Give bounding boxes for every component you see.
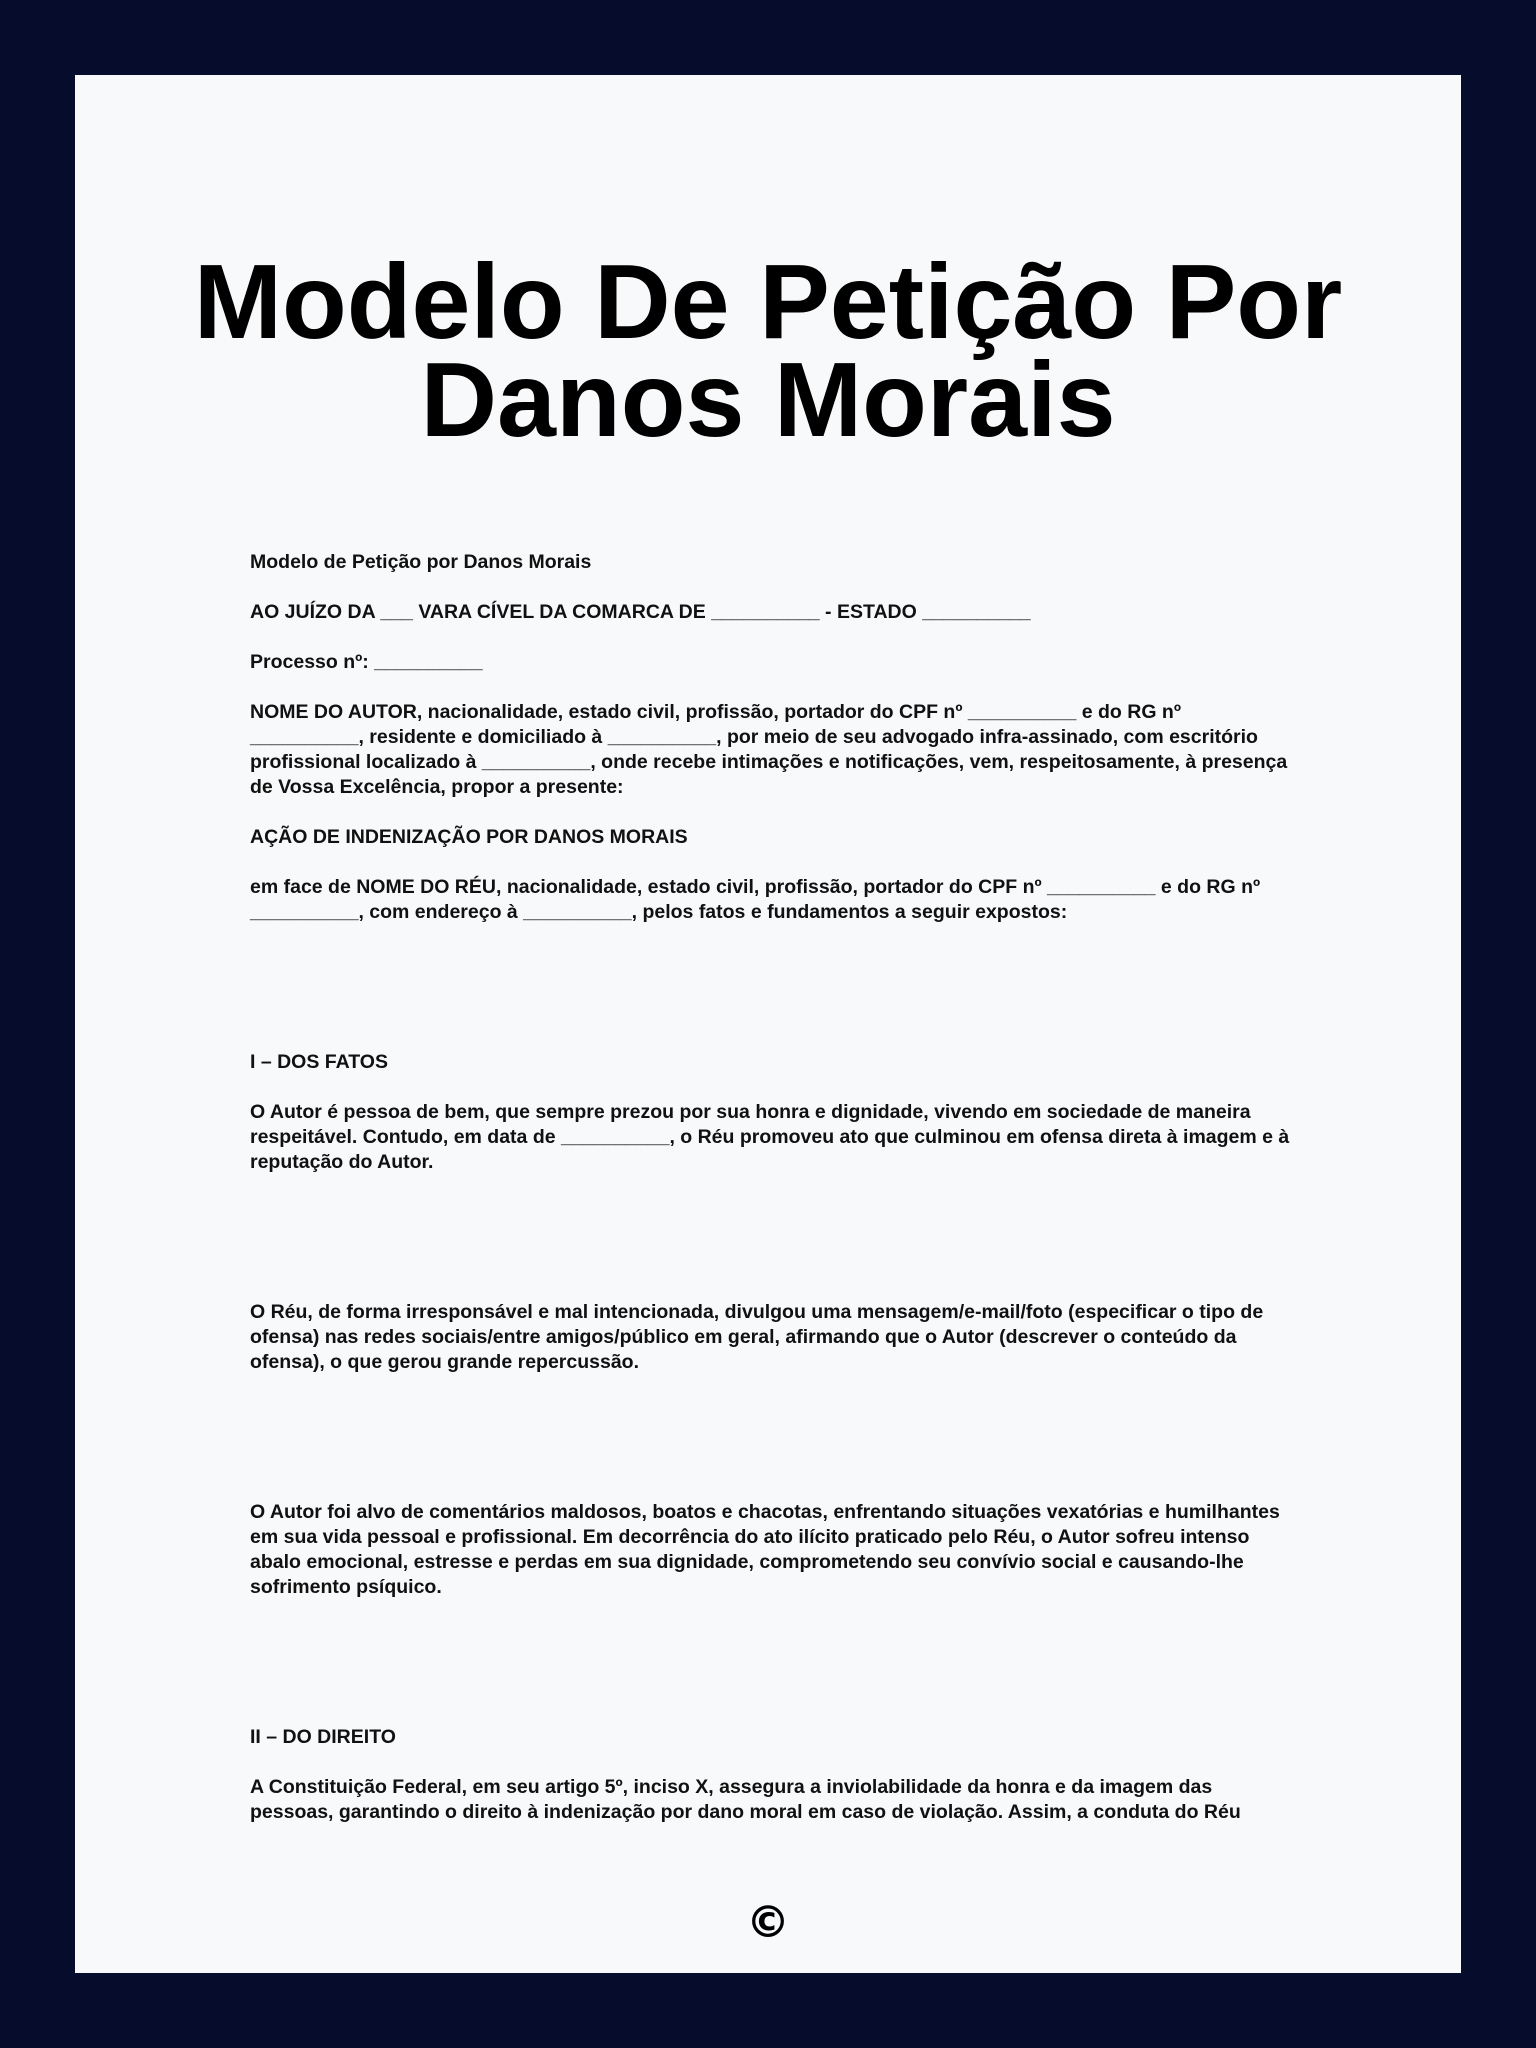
law-paragraph-1: A Constituição Federal, em seu artigo 5º, inciso X, assegura a inviolabilidade da honra e da imagem das pessoas, garantindo o direito à indenização por dano moral em caso de violação. Assim, a conduta do Réu [250,1776,1241,1823]
doc-heading: Modelo de Petição por Danos Morais [250,551,592,573]
process-number: Processo nº: __________ [250,651,483,673]
section-facts-heading: I – DOS FATOS [250,1051,388,1073]
title-line-1: Modelo De Petição Por [193,243,1343,361]
title-line-2: Danos Morais [420,341,1116,459]
court-address: AO JUÍZO DA ___ VARA CÍVEL DA COMARCA DE __________ - ESTADO __________ [250,601,1031,623]
section-law-heading: II – DO DIREITO [250,1726,396,1748]
facts-paragraph-2: O Réu, de forma irresponsável e mal intencionada, divulgou uma mensagem/e-mail/foto (especificar o tipo de ofensa) nas redes sociais/entre amigos/público em geral, afirmando que o Autor (descrever o conteúdo da ofensa), o que gerou grande repercussão. [250,1301,1264,1373]
document-title [75,243,1461,459]
facts-paragraph-3: O Autor foi alvo de comentários maldosos, boatos e chacotas, enfrentando situações vexatórias e humilhantes em sua vida pessoal e profissional. Em decorrência do ato ilícito praticado pelo Réu, o Autor sofreu intenso abalo emocional, estresse e perdas em sua dignidade, comprometendo seu convívio social e causando-lhe sofrimento psíquico. [250,1501,1280,1598]
defendant-qualification: em face de NOME DO RÉU, nacionalidade, estado civil, profissão, portador do CPF nº __________ e do RG nº __________, com endereço à __________, pelos fatos e fundamentos a seguir expostos: [250,876,1261,923]
plaintiff-qualification: NOME DO AUTOR, nacionalidade, estado civil, profissão, portador do CPF nº __________ e do RG nº __________, residente e domiciliado à __________, por meio de seu advogado infra-assinado, com escritório profissional localizado à __________, onde recebe intimações e notificações, vem, respeitosamente, à presença de Vossa Excelência, propor a presente: [250,701,1288,798]
document-page [75,75,1461,1973]
copyright-icon: © [746,1897,790,1948]
action-title: AÇÃO DE INDENIZAÇÃO POR DANOS MORAIS [250,826,688,848]
facts-paragraph-1: O Autor é pessoa de bem, que sempre prezou por sua honra e dignidade, vivendo em sociedade de maneira respeitável. Contudo, em data de __________, o Réu promoveu ato que culminou em ofensa direta à imagem e à reputação do Autor. [250,1101,1290,1173]
